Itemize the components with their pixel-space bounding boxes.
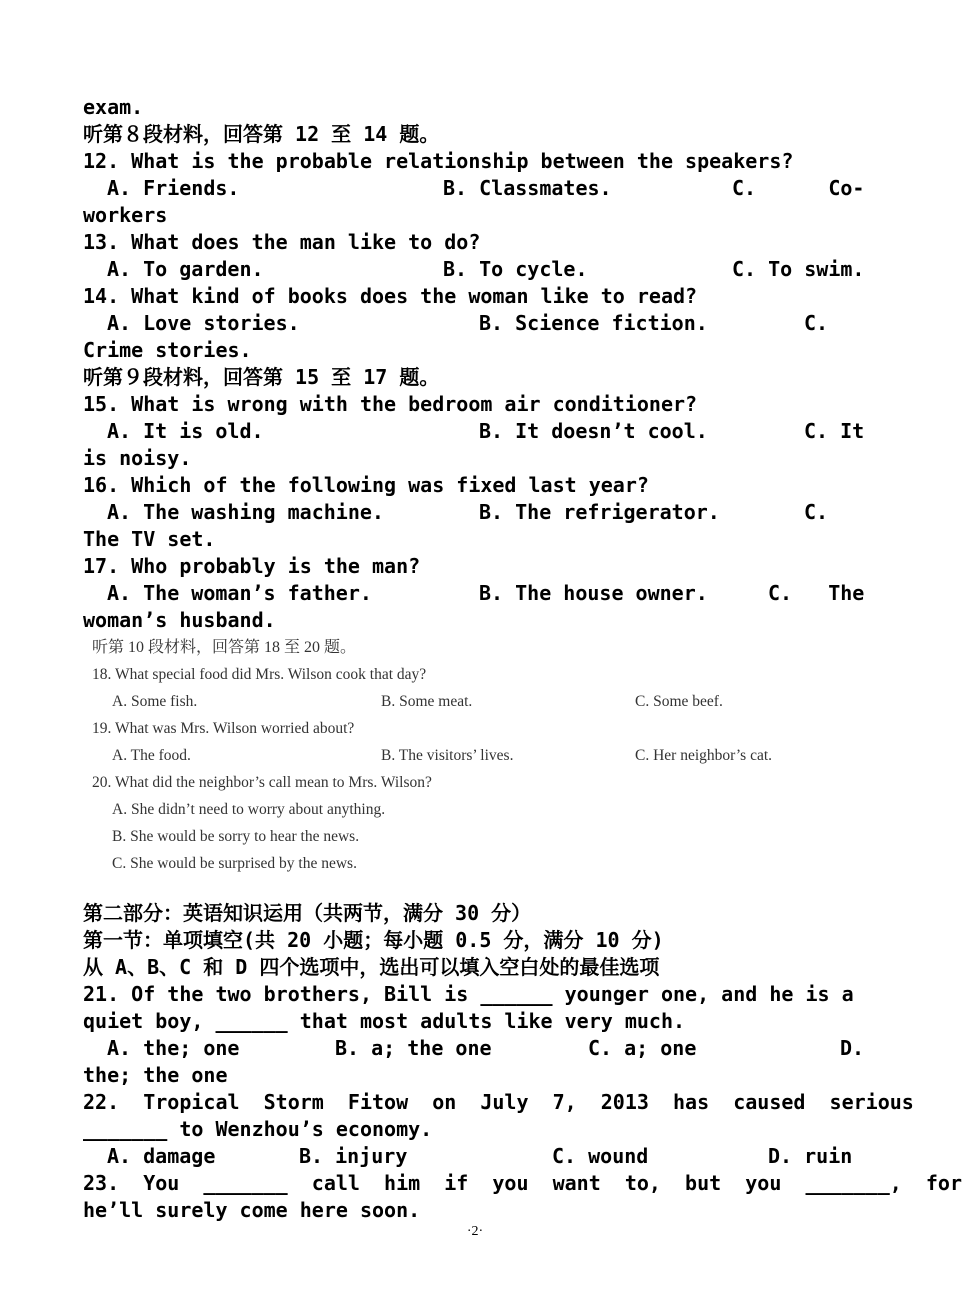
option-b: B. Some meat.: [381, 693, 473, 710]
text-line: Crime stories.: [83, 338, 252, 362]
question-19: 19. What was Mrs. Wilson worried about?: [92, 720, 355, 737]
option-a: A. She didn’t need to worry about anything.: [112, 801, 386, 818]
text-line: exam.: [83, 95, 144, 119]
question-15: 15. What is wrong with the bedroom air conditioner?: [83, 392, 698, 416]
text-line: he’ll surely come here soon.: [83, 1198, 421, 1222]
option-a: A. the; one: [107, 1036, 240, 1060]
question-19-options: [112, 742, 872, 769]
question-16-options: [107, 499, 868, 526]
section-heading: 第一节：单项填空(共 20 小题；每小题 0.5 分，满分 10 分): [83, 928, 664, 952]
text-line: woman’s husband.: [83, 608, 276, 632]
part-heading: 第二部分：英语知识运用（共两节，满分 30 分）: [83, 901, 532, 925]
question-21-options: [107, 1035, 868, 1062]
option-c: C. It: [804, 419, 865, 443]
text-line: workers: [83, 203, 168, 227]
option-b: B. Science fiction.: [479, 311, 708, 335]
text-line: _______ to Wenzhou’s economy.: [83, 1117, 433, 1141]
text-line: quiet boy, ______ that most adults like very much.: [83, 1009, 686, 1033]
option-b: B. injury: [299, 1144, 408, 1168]
option-c: C. To swim.: [732, 257, 865, 281]
option-a: A. The woman’s father.: [107, 581, 372, 605]
question-20: 20. What did the neighbor’s call mean to Mrs. Wilson?: [92, 774, 432, 791]
option-b: B. Classmates.: [443, 176, 612, 200]
question-23: 23. You _______ call him if you want to, but you _______, for: [83, 1171, 962, 1195]
question-12-options: [107, 175, 868, 202]
option-c: C. a; one: [588, 1036, 697, 1060]
option-b: B. The house owner.: [479, 581, 708, 605]
question-13: 13. What does the man like to do?: [83, 230, 481, 254]
text-line: the; the one: [83, 1063, 228, 1087]
option-c: C. Some beef.: [635, 693, 723, 710]
option-a: A. Love stories.: [107, 311, 300, 335]
option-b: B. She would be sorry to hear the news.: [112, 828, 360, 845]
section-heading: 听第８段材料，回答第 12 至 14 题。: [83, 122, 440, 146]
page-number: ·2·: [466, 1224, 484, 1239]
option-a: A. The washing machine.: [107, 500, 384, 524]
option-a: A. To garden.: [107, 257, 264, 281]
option-c: C. She would be surprised by the news.: [112, 855, 357, 872]
section-heading: 听第９段材料，回答第 15 至 17 题。: [83, 365, 440, 389]
question-14-options: [107, 310, 868, 337]
option-c: C. wound: [552, 1144, 649, 1168]
question-21: 21. Of the two brothers, Bill is ______ younger one, and he is a: [83, 982, 854, 1006]
question-16: 16. Which of the following was fixed last year?: [83, 473, 649, 497]
question-15-options: [107, 418, 868, 445]
question-22: 22. Tropical Storm Fitow on July 7, 2013 has caused serious: [83, 1090, 914, 1114]
option-c: C. Her neighbor’s cat.: [635, 747, 773, 764]
question-17-options: [107, 580, 868, 607]
option-a: A. Friends.: [107, 176, 240, 200]
question-13-options: [107, 256, 868, 283]
option-a: A. damage: [107, 1144, 216, 1168]
option-d: D. ruin: [768, 1144, 853, 1168]
question-14: 14. What kind of books does the woman like to read?: [83, 284, 698, 308]
option-c: C.: [804, 311, 829, 335]
option-d: D.: [840, 1036, 865, 1060]
question-18: 18. What special food did Mrs. Wilson cook that day?: [92, 666, 427, 683]
section-heading: 听第 10 段材料，回答第 18 至 20 题。: [92, 639, 357, 656]
option-c: C.: [804, 500, 829, 524]
option-b: B. To cycle.: [443, 257, 588, 281]
option-b: B. a; the one: [335, 1036, 492, 1060]
text-line: The TV set.: [83, 527, 216, 551]
option-a: A. The food.: [112, 747, 191, 764]
option-a: A. It is old.: [107, 419, 264, 443]
option-b: B. The refrigerator.: [479, 500, 720, 524]
question-22-options: [107, 1143, 868, 1170]
option-b: B. It doesn’t cool.: [479, 419, 708, 443]
option-c: C. Co-: [732, 176, 865, 200]
option-b: B. The visitors’ lives.: [381, 747, 514, 764]
instructions: 从 A、B、C 和 D 四个选项中，选出可以填入空白处的最佳选项: [83, 955, 660, 979]
option-c: C. The: [768, 581, 865, 605]
question-18-options: [112, 688, 872, 715]
text-line: is noisy.: [83, 446, 192, 470]
question-17: 17. Who probably is the man?: [83, 554, 421, 578]
option-a: A. Some fish.: [112, 693, 198, 710]
question-12: 12. What is the probable relationship between the speakers?: [83, 149, 794, 173]
